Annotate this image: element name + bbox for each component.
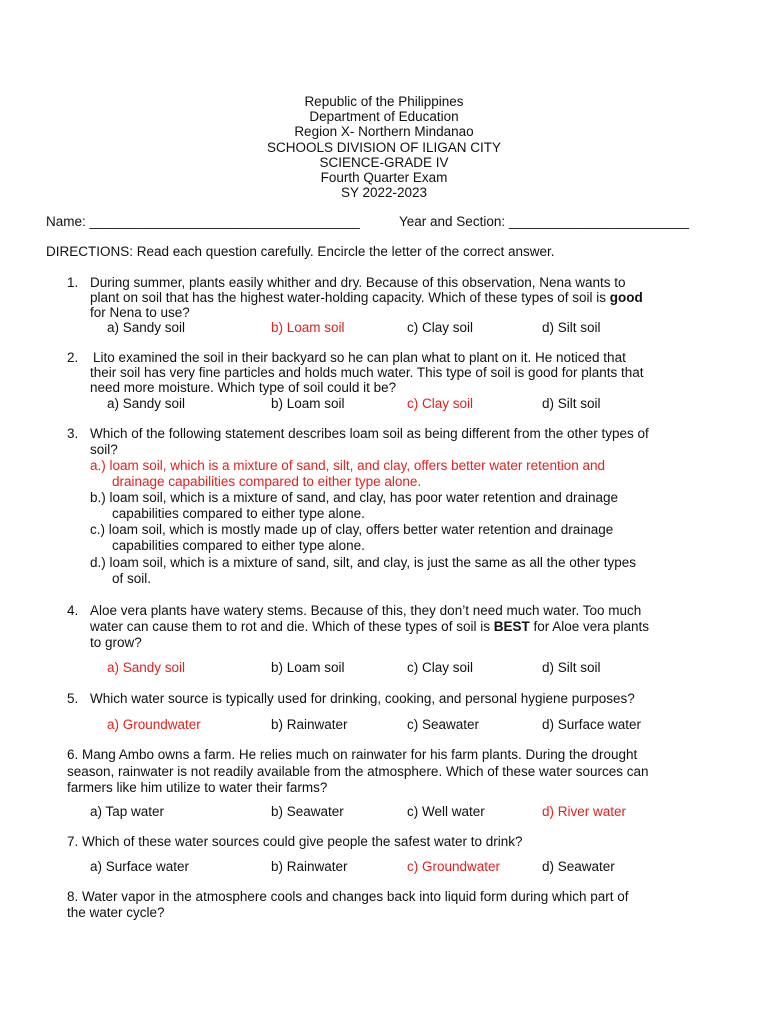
question-number: 1.: [67, 275, 79, 290]
question-number: 5.: [67, 691, 79, 706]
question-text: Which water source is typically used for drinking, cooking, and personal hygiene purposes?: [90, 691, 635, 706]
option-c[interactable]: c.) loam soil, which is mostly made up of clay, offers better water retention and drainage: [90, 522, 614, 537]
question-text: to grow?: [90, 635, 142, 650]
name-field[interactable]: Name: ____________________________________: [46, 214, 360, 229]
option-b-cont[interactable]: capabilities compared to either type alone.: [112, 506, 365, 521]
question-text: Lito examined the soil in their backyard so he can plan what to plant on it. He noticed that: [93, 350, 626, 365]
option-b-correct[interactable]: b) Loam soil: [271, 320, 345, 335]
exam-header: [0, 94, 768, 200]
question-text: farmers like him utilize to water their farms?: [67, 780, 328, 795]
question-number: 4.: [67, 603, 79, 618]
directions: DIRECTIONS: Read each question carefully. Encircle the letter of the correct answer.: [46, 244, 555, 259]
option-d-cont[interactable]: of soil.: [112, 571, 152, 586]
option-b[interactable]: b) Loam soil: [271, 396, 345, 411]
question-text: need more moisture. Which type of soil could it be?: [90, 380, 397, 395]
option-b[interactable]: b) Loam soil: [271, 660, 345, 675]
header-line-division: SCHOOLS DIVISION OF ILIGAN CITY: [266, 139, 502, 155]
question-text: plant on soil that has the highest water-holding capacity. Which of these types of soil is good: [90, 290, 643, 305]
option-b[interactable]: b) Seawater: [271, 804, 344, 819]
option-b[interactable]: b) Rainwater: [271, 717, 348, 732]
option-a[interactable]: a) Surface water: [90, 859, 190, 874]
option-c[interactable]: c) Clay soil: [407, 660, 474, 675]
question-text: their soil has very fine particles and holds much water. This type of soil is good for plants that: [90, 365, 644, 380]
header-line-region: Region X- Northern Mindanao: [294, 124, 474, 140]
question-text: water can cause them to rot and die. Which of these types of soil is BEST for Aloe vera plants: [90, 619, 650, 634]
option-c[interactable]: c) Clay soil: [407, 320, 474, 335]
option-a[interactable]: a) Tap water: [90, 804, 165, 819]
option-b[interactable]: b) Rainwater: [271, 859, 348, 874]
question-text: 8. Water vapor in the atmosphere cools and changes back into liquid form during which part of: [67, 889, 629, 904]
option-d[interactable]: d) Silt soil: [542, 396, 601, 411]
question-text: the water cycle?: [67, 905, 165, 920]
option-a[interactable]: a) Sandy soil: [107, 396, 186, 411]
question-number: 2.: [67, 350, 79, 365]
header-line-republic: Republic of the Philippines: [304, 94, 464, 109]
emphasis-good: good: [609, 290, 643, 305]
emphasis-best: BEST: [493, 619, 530, 634]
option-a-correct-cont[interactable]: drainage capabilities compared to either type alone.: [112, 474, 422, 489]
option-d[interactable]: d) Silt soil: [542, 320, 601, 335]
question-text: During summer, plants easily whither and dry. Because of this observation, Nena wants to: [90, 275, 626, 290]
option-c-cont[interactable]: capabilities compared to either type alone.: [112, 538, 365, 553]
option-d[interactable]: d) Surface water: [542, 717, 642, 732]
question-text: 7. Which of these water sources could give people the safest water to drink?: [67, 834, 523, 849]
question-text: 6. Mang Ambo owns a farm. He relies much on rainwater for his farm plants. During the drought: [67, 747, 638, 762]
option-c-correct[interactable]: c) Groundwater: [407, 859, 501, 874]
option-c[interactable]: c) Seawater: [407, 717, 480, 732]
option-a-correct[interactable]: a.) loam soil, which is a mixture of sand, silt, and clay, offers better water retention and: [90, 458, 605, 473]
option-d[interactable]: d) Silt soil: [542, 660, 601, 675]
option-d[interactable]: d) Seawater: [542, 859, 615, 874]
option-c[interactable]: c) Well water: [407, 804, 485, 819]
header-line-school-year: SY 2022-2023: [340, 185, 428, 201]
question-text: season, rainwater is not readily available from the atmosphere. Which of these water sources can: [67, 764, 649, 779]
question-text: Aloe vera plants have watery stems. Because of this, they don’t need much water. Too much: [90, 603, 642, 618]
year-section-field[interactable]: Year and Section: ________________________: [399, 214, 690, 229]
question-text: soil?: [90, 442, 118, 457]
option-d[interactable]: d.) loam soil, which is a mixture of sand, silt, and clay, is just the same as all the other types: [90, 555, 636, 570]
header-line-subject: SCIENCE-GRADE IV: [319, 154, 449, 170]
header-line-department: Department of Education: [309, 109, 459, 125]
option-c-correct[interactable]: c) Clay soil: [407, 396, 474, 411]
option-a[interactable]: a) Sandy soil: [107, 320, 186, 335]
option-a-correct[interactable]: a) Sandy soil: [107, 660, 186, 675]
question-text: Which of the following statement describes loam soil as being different from the other types of: [90, 426, 649, 441]
question-number: 3.: [67, 426, 79, 441]
option-a-correct[interactable]: a) Groundwater: [107, 717, 201, 732]
question-text: for Nena to use?: [90, 305, 190, 320]
option-d-correct[interactable]: d) River water: [542, 804, 627, 819]
option-b[interactable]: b.) loam soil, which is a mixture of sand, and clay, has poor water retention and drainage: [90, 490, 619, 505]
header-line-exam: Fourth Quarter Exam: [320, 170, 448, 186]
